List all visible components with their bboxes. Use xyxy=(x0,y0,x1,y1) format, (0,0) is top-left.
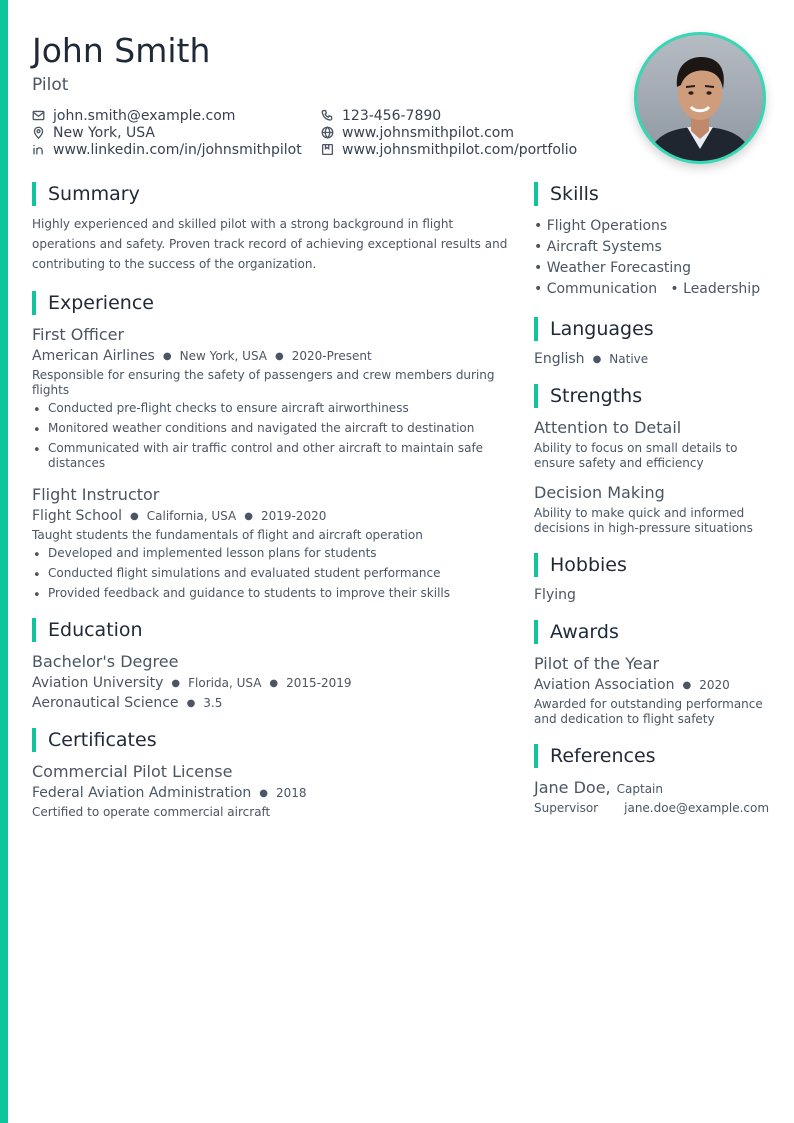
skill-label: Leadership xyxy=(683,281,761,297)
hobbies-heading: Hobbies xyxy=(534,553,772,577)
contact-location xyxy=(32,125,155,142)
list-item: • Provided feedback and guidance to students to improve their skills xyxy=(32,586,512,601)
separator-dot: ● xyxy=(592,354,602,365)
references-section xyxy=(534,744,772,815)
list-item: • Communicated with air traffic control and other aircraft to maintain safe distances xyxy=(32,441,512,471)
job-entry xyxy=(32,485,512,601)
education-field-row xyxy=(32,695,512,711)
job-meta xyxy=(32,348,512,364)
strength-title: Decision Making xyxy=(534,483,665,502)
certificate-meta xyxy=(32,785,512,801)
experience-heading: Experience xyxy=(32,291,512,315)
reference-name-row xyxy=(534,778,772,797)
award-description: Awarded for outstanding performance and dedication to flight safety xyxy=(534,697,763,726)
profile-photo xyxy=(634,32,766,164)
job-location: California, USA xyxy=(146,509,237,523)
job-description: Responsible for ensuring the safety of passengers and crew members during flights xyxy=(32,368,495,397)
job-dates: 2020-Present xyxy=(291,349,372,363)
education-heading: Education xyxy=(32,618,512,642)
languages-section xyxy=(534,317,772,367)
location-text: New York, USA xyxy=(53,125,155,141)
separator-dot: ● xyxy=(259,788,269,799)
strength-description: Ability to focus on small details to ensure safety and efficiency xyxy=(534,441,738,470)
summary-heading: Summary xyxy=(32,182,512,206)
strengths-heading: Strengths xyxy=(534,384,772,408)
location-pin-icon xyxy=(32,126,45,139)
job-role: First Officer xyxy=(32,325,125,344)
education-school: Aviation University xyxy=(32,675,164,691)
accent-bar xyxy=(0,0,8,1123)
separator-dot: ● xyxy=(269,678,279,689)
skill-item: • Communication • Leadership xyxy=(534,281,761,297)
strengths-section xyxy=(534,384,772,536)
skill-item: • Flight Operations xyxy=(534,218,668,234)
certificate-name: Commercial Pilot License xyxy=(32,762,233,781)
strength-item xyxy=(534,418,772,471)
linkedin-text: www.linkedin.com/in/johnsmithpilot xyxy=(53,142,302,158)
left-column xyxy=(32,182,512,837)
job-meta xyxy=(32,508,512,524)
education-field: Aeronautical Science xyxy=(32,695,179,711)
language-name: English xyxy=(534,351,585,367)
list-item: • Developed and implemented lesson plans for students xyxy=(32,546,512,561)
awards-section xyxy=(534,620,772,727)
award-issuer: Aviation Association xyxy=(534,677,675,693)
skill-item: • Weather Forecasting xyxy=(534,260,692,276)
certificate-year: 2018 xyxy=(276,786,307,800)
globe-icon xyxy=(321,126,334,139)
reference-name: Jane Doe, xyxy=(534,778,611,797)
education-gpa: 3.5 xyxy=(203,696,223,710)
right-column xyxy=(534,182,772,832)
certificate-description: Certified to operate commercial aircraft xyxy=(32,805,271,819)
skills-list xyxy=(534,216,772,300)
separator-dot: ● xyxy=(162,351,172,362)
strength-title: Attention to Detail xyxy=(534,418,682,437)
contact-phone[interactable] xyxy=(321,108,441,125)
job-bullets xyxy=(32,401,512,471)
strength-description: Ability to make quick and informed decisions in high-pressure situations xyxy=(534,506,753,535)
award-year: 2020 xyxy=(699,678,730,692)
website-text: www.johnsmithpilot.com xyxy=(342,125,514,141)
mail-icon xyxy=(32,109,45,122)
summary-text: Highly experienced and skilled pilot with a strong background in flight operations and safety. Proven track record of achieving exceptional results and contributing to the success of the organization. xyxy=(32,217,508,271)
separator-dot: ● xyxy=(275,351,284,362)
hobby-item: Flying xyxy=(534,587,576,603)
certificate-issuer: Federal Aviation Administration xyxy=(32,785,252,801)
education-dates: 2015-2019 xyxy=(286,676,352,690)
separator-dot: ● xyxy=(186,698,196,709)
job-dates: 2019-2020 xyxy=(260,509,327,523)
certificates-heading: Certificates xyxy=(32,728,512,752)
award-meta xyxy=(534,677,772,693)
separator-dot: ● xyxy=(244,511,253,522)
skill-label: Weather Forecasting xyxy=(546,260,692,276)
reference-contact-row xyxy=(534,801,772,815)
language-row xyxy=(534,351,772,367)
candidate-name: John Smith xyxy=(32,31,211,70)
awards-heading: Awards xyxy=(534,620,772,644)
contact-linkedin[interactable] xyxy=(32,142,302,159)
skill-label: Aircraft Systems xyxy=(546,239,662,255)
job-role: Flight Instructor xyxy=(32,485,160,504)
reference-position: Captain xyxy=(616,782,663,796)
certificates-section xyxy=(32,728,512,820)
list-item: • Conducted flight simulations and evaluated student performance xyxy=(32,566,512,581)
reference-email[interactable]: jane.doe@example.com xyxy=(624,801,770,815)
separator-dot: ● xyxy=(130,511,139,522)
phone-icon xyxy=(321,109,334,122)
skill-label: Communication xyxy=(546,281,658,297)
award-title: Pilot of the Year xyxy=(534,654,660,673)
linkedin-icon xyxy=(32,143,45,156)
hobbies-section xyxy=(534,553,772,603)
portfolio-text: www.johnsmithpilot.com/portfolio xyxy=(342,142,578,158)
skills-section xyxy=(534,182,772,300)
portfolio-icon xyxy=(321,143,334,156)
job-entry xyxy=(32,325,512,471)
skill-label: Flight Operations xyxy=(546,218,668,234)
separator-dot: ● xyxy=(682,680,692,691)
job-bullets xyxy=(32,546,512,601)
contact-portfolio[interactable] xyxy=(321,142,577,159)
candidate-title: Pilot xyxy=(32,75,69,95)
education-section xyxy=(32,618,512,711)
header xyxy=(32,0,772,170)
job-location: New York, USA xyxy=(179,349,268,363)
job-description: Taught students the fundamentals of flight and aircraft operation xyxy=(32,528,423,542)
email-text: john.smith@example.com xyxy=(53,108,236,124)
strength-item xyxy=(534,483,772,536)
references-heading: References xyxy=(534,744,772,768)
job-company: Flight School xyxy=(32,508,123,524)
skill-item: • Aircraft Systems xyxy=(534,239,662,255)
contact-email[interactable] xyxy=(32,108,235,125)
job-company: American Airlines xyxy=(32,348,155,364)
list-item: • Conducted pre-flight checks to ensure aircraft airworthiness xyxy=(32,401,512,416)
contact-website[interactable] xyxy=(321,125,514,142)
summary-section xyxy=(32,182,512,274)
list-item: • Monitored weather conditions and navigated the aircraft to destination xyxy=(32,421,512,436)
reference-relation: Supervisor xyxy=(534,801,599,815)
separator-dot: ● xyxy=(171,678,181,689)
profile-portrait-icon xyxy=(637,35,763,161)
education-location: Florida, USA xyxy=(188,676,262,690)
phone-text: 123-456-7890 xyxy=(342,108,442,124)
education-meta xyxy=(32,675,512,691)
languages-heading: Languages xyxy=(534,317,772,341)
education-degree: Bachelor's Degree xyxy=(32,652,179,671)
skills-heading: Skills xyxy=(534,182,772,206)
experience-section xyxy=(32,291,512,601)
language-level: Native xyxy=(609,352,649,366)
resume-page xyxy=(32,0,772,819)
